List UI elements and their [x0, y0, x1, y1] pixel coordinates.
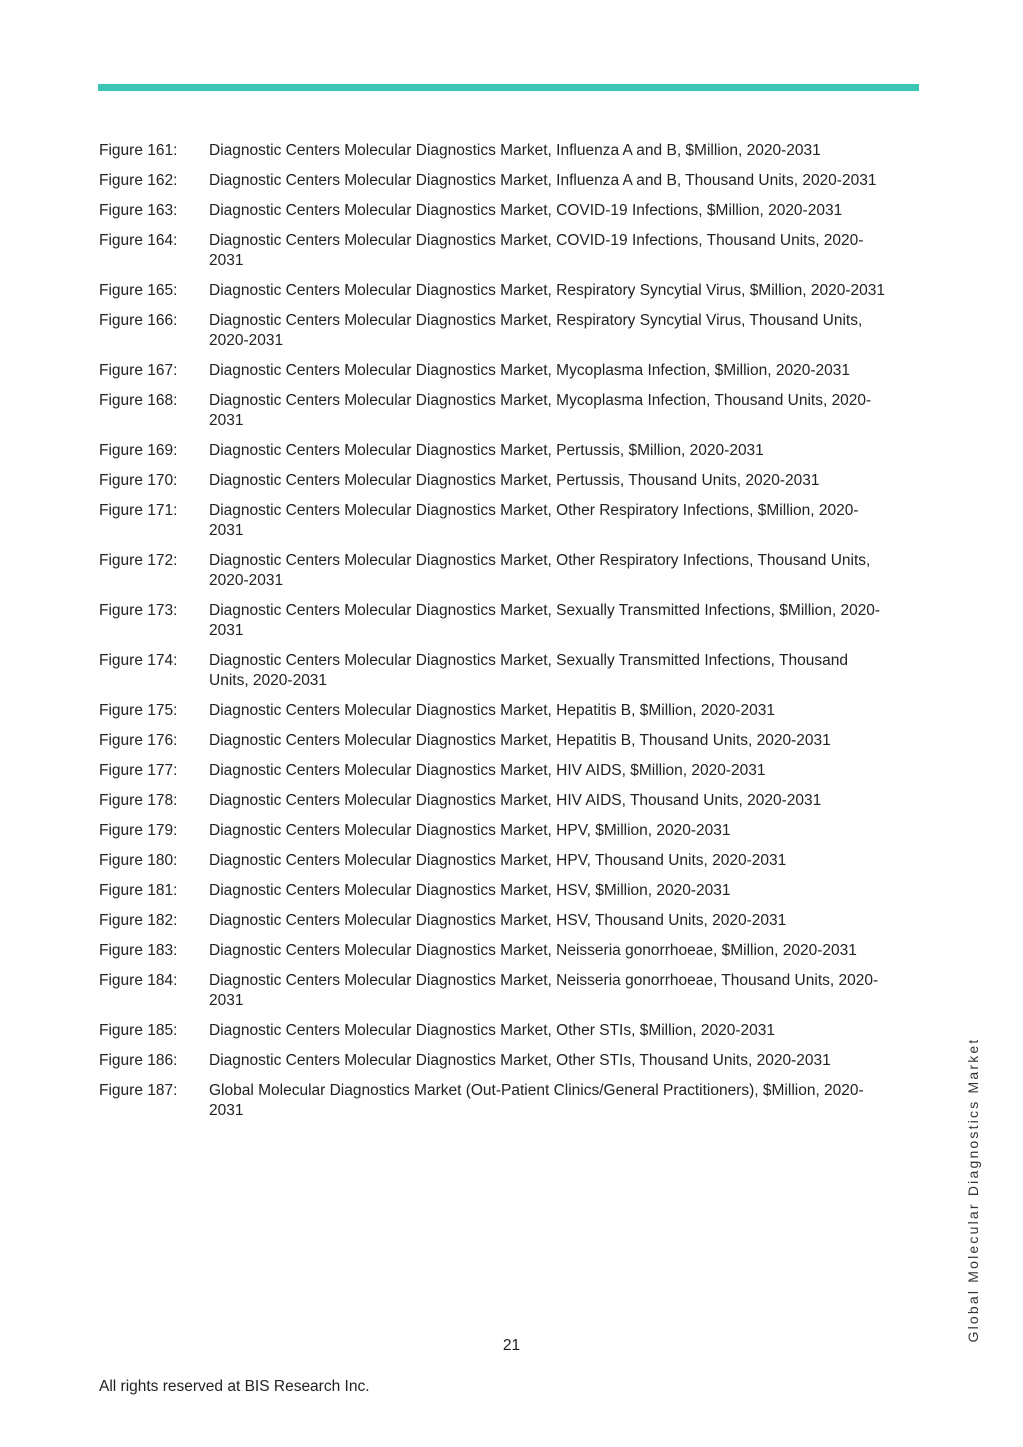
list-item	[99, 551, 899, 591]
figure-number: Figure 179:	[99, 822, 178, 839]
figure-number: Figure 184:	[99, 972, 178, 989]
figure-title: Diagnostic Centers Molecular Diagnostics Market, COVID-19 Infections, Thousand Units, 2020-2031	[209, 232, 864, 269]
list-item	[99, 701, 899, 721]
figure-number: Figure 165:	[99, 282, 178, 299]
figure-number: Figure 186:	[99, 1052, 178, 1069]
header-accent-bar	[98, 84, 919, 91]
figure-number: Figure 187:	[99, 1082, 178, 1099]
figure-title: Diagnostic Centers Molecular Diagnostics Market, Other Respiratory Infections, Thousand Units, 2020-2031	[209, 552, 871, 589]
list-item	[99, 141, 899, 161]
list-item	[99, 501, 899, 541]
figure-number: Figure 180:	[99, 852, 178, 869]
list-item	[99, 821, 899, 841]
figure-number: Figure 178:	[99, 792, 178, 809]
figure-title: Diagnostic Centers Molecular Diagnostics Market, HIV AIDS, $Million, 2020-2031	[209, 762, 766, 779]
figure-number: Figure 163:	[99, 202, 178, 219]
figure-title: Diagnostic Centers Molecular Diagnostics Market, Sexually Transmitted Infections, Thousand Units, 2020-2031	[209, 652, 848, 689]
figure-number: Figure 173:	[99, 602, 178, 619]
list-item	[99, 971, 899, 1011]
figure-number: Figure 185:	[99, 1022, 178, 1039]
figure-number: Figure 177:	[99, 762, 178, 779]
list-item	[99, 281, 899, 301]
figure-title: Diagnostic Centers Molecular Diagnostics Market, Neisseria gonorrhoeae, Thousand Units, 2020-2031	[209, 972, 879, 1009]
list-item	[99, 201, 899, 221]
list-item	[99, 361, 899, 381]
figure-number: Figure 172:	[99, 552, 178, 569]
figure-title: Diagnostic Centers Molecular Diagnostics Market, HSV, Thousand Units, 2020-2031	[209, 912, 787, 929]
figure-title: Diagnostic Centers Molecular Diagnostics Market, HIV AIDS, Thousand Units, 2020-2031	[209, 792, 822, 809]
list-item	[99, 311, 899, 351]
list-item	[99, 1021, 899, 1041]
list-item	[99, 881, 899, 901]
page-number: 21	[502, 1337, 521, 1354]
figure-number: Figure 183:	[99, 942, 178, 959]
figure-title: Diagnostic Centers Molecular Diagnostics Market, Respiratory Syncytial Virus, Thousand Units, 2020-2031	[209, 312, 863, 349]
figure-title: Diagnostic Centers Molecular Diagnostics Market, Sexually Transmitted Infections, $Million, 2020-2031	[209, 602, 881, 639]
figure-title: Diagnostic Centers Molecular Diagnostics Market, Pertussis, $Million, 2020-2031	[209, 442, 764, 459]
list-item	[99, 651, 899, 691]
figure-title: Diagnostic Centers Molecular Diagnostics Market, Other Respiratory Infections, $Million, 2020-2031	[209, 502, 859, 539]
figure-title: Diagnostic Centers Molecular Diagnostics Market, Neisseria gonorrhoeae, $Million, 2020-2031	[209, 942, 857, 959]
figure-title: Global Molecular Diagnostics Market (Out-Patient Clinics/General Practitioners), $Million, 2020-2031	[209, 1082, 864, 1119]
list-item	[99, 851, 899, 871]
figure-title: Diagnostic Centers Molecular Diagnostics Market, COVID-19 Infections, $Million, 2020-2031	[209, 202, 843, 219]
list-item	[99, 731, 899, 751]
figure-title: Diagnostic Centers Molecular Diagnostics Market, HPV, Thousand Units, 2020-2031	[209, 852, 787, 869]
figure-title: Diagnostic Centers Molecular Diagnostics Market, Pertussis, Thousand Units, 2020-2031	[209, 472, 820, 489]
figure-title: Diagnostic Centers Molecular Diagnostics Market, Mycoplasma Infection, Thousand Units, 2020-2031	[209, 392, 872, 429]
list-item	[99, 941, 899, 961]
footer-copyright: All rights reserved at BIS Research Inc.	[99, 1378, 370, 1395]
list-item	[99, 1081, 899, 1121]
figure-number: Figure 169:	[99, 442, 178, 459]
figure-number: Figure 166:	[99, 312, 178, 329]
figure-title: Diagnostic Centers Molecular Diagnostics Market, Hepatitis B, $Million, 2020-2031	[209, 702, 776, 719]
figure-title: Diagnostic Centers Molecular Diagnostics Market, HPV, $Million, 2020-2031	[209, 822, 731, 839]
side-report-title: Global Molecular Diagnostics Market	[965, 1037, 981, 1343]
figure-number: Figure 174:	[99, 652, 178, 669]
figure-title: Diagnostic Centers Molecular Diagnostics Market, Influenza A and B, Thousand Units, 2020-2031	[209, 172, 877, 189]
list-of-figures	[99, 141, 899, 1131]
figure-number: Figure 164:	[99, 232, 178, 249]
list-item	[99, 791, 899, 811]
figure-number: Figure 161:	[99, 142, 178, 159]
figure-number: Figure 176:	[99, 732, 178, 749]
figure-number: Figure 182:	[99, 912, 178, 929]
figure-number: Figure 175:	[99, 702, 178, 719]
figure-title: Diagnostic Centers Molecular Diagnostics Market, Respiratory Syncytial Virus, $Million, 2020-2031	[209, 282, 885, 299]
list-item	[99, 171, 899, 191]
figure-number: Figure 171:	[99, 502, 178, 519]
figure-number: Figure 162:	[99, 172, 178, 189]
list-item	[99, 391, 899, 431]
list-item	[99, 441, 899, 461]
figure-number: Figure 170:	[99, 472, 178, 489]
list-item	[99, 471, 899, 491]
figure-number: Figure 167:	[99, 362, 178, 379]
figure-title: Diagnostic Centers Molecular Diagnostics Market, Other STIs, Thousand Units, 2020-2031	[209, 1052, 831, 1069]
figure-title: Diagnostic Centers Molecular Diagnostics Market, Other STIs, $Million, 2020-2031	[209, 1022, 775, 1039]
list-item	[99, 761, 899, 781]
list-item	[99, 1051, 899, 1071]
list-item	[99, 911, 899, 931]
figure-title: Diagnostic Centers Molecular Diagnostics Market, Hepatitis B, Thousand Units, 2020-2031	[209, 732, 831, 749]
list-item	[99, 231, 899, 271]
figure-number: Figure 168:	[99, 392, 178, 409]
figure-title: Diagnostic Centers Molecular Diagnostics Market, Mycoplasma Infection, $Million, 2020-2031	[209, 362, 850, 379]
figure-number: Figure 181:	[99, 882, 178, 899]
figure-title: Diagnostic Centers Molecular Diagnostics Market, HSV, $Million, 2020-2031	[209, 882, 731, 899]
figure-title: Diagnostic Centers Molecular Diagnostics Market, Influenza A and B, $Million, 2020-2031	[209, 142, 821, 159]
list-item	[99, 601, 899, 641]
